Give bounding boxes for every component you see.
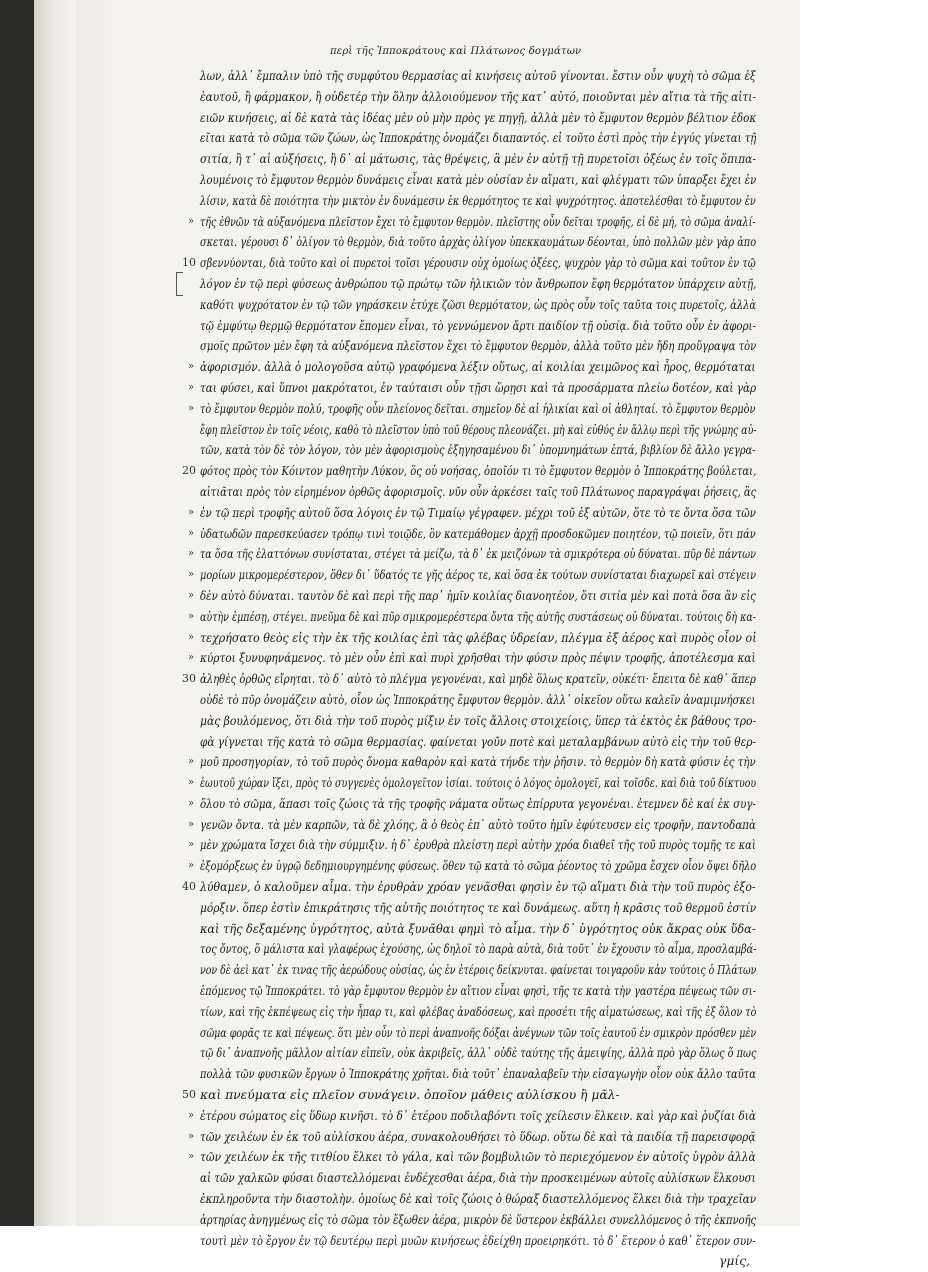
quotation-marker-icon: » xyxy=(188,652,195,664)
line-text: τῶν χειλέων ἐκ τῆς τιτθίου ἕλκει τὸ γάλα, καὶ τῶν βομβυλιῶν τὸ περιεχόμενον ἐν αὐτοῖς ὑγρὸν ἀλλὰ xyxy=(200,1150,756,1165)
text-line xyxy=(188,524,756,545)
line-text: κύρτοι ξυνυφηνάμενος. τὸ μὲν οὖν ἐπὶ καὶ πυρὶ χρῆσθαι τὴν φύσιν πρὸς πέψιν τροφῆς, ἀποτέλεσμα καὶ xyxy=(200,651,756,666)
line-text: τεχρήσατο θεὸς εἰς τὴν ἐκ τῆς κοιλίας ἐπὶ τὰς φλέβας ὑδρείαν, πλέγμα ἐξ ἀέρος καὶ πυρὸς οἷον οἱ xyxy=(200,630,757,645)
line-text: τίων, καὶ τῆς ἐκπέψεως εἰς τὴν ἧπαρ τι, καὶ φλέβας ἀναδόσεως, καὶ προσέτι τῆς αἱματώσεως, καὶ τῆς ἐξ ὅλον τὸ xyxy=(200,1004,757,1019)
line-text: φὰ γίγνεται τῆς κατὰ τὸ σῶμα θερμασίας. φαίνεται γοῦν ποτὲ καὶ μεταλαμβάνων αὐτὸ εἰς τὴν τοῦ θερ- xyxy=(200,734,756,749)
line-text: μὲν χρώματα ἴσχει διὰ τὴν σύμμιξιν. ἡ δ᾽ ἐρυθρὰ πλείστη περὶ αὐτὴν χρόα διαθεῖ τῆς τοῦ πυρὸς τομῆς τε καὶ xyxy=(200,838,756,853)
line-text: αὐτὴν ἐμπέσῃ, στέγει. πνεῦμα δὲ καὶ πῦρ σμικρομερέστερα ὄντα τῆς αὐτῆς συστάσεως οὐ δύναται. τούτοις δὴ κα- xyxy=(200,609,757,624)
text-line xyxy=(182,461,757,482)
text-line xyxy=(200,316,756,337)
text-line xyxy=(200,149,756,170)
text-line xyxy=(200,939,756,960)
text-line xyxy=(200,732,756,753)
line-text: τῆς ἐθνῶν τὰ αὐξανόμενα πλεῖστον ἔχει τὸ ἔμφυτον θερμὸν. πλεῖστης οὖν δεῖται τροφῆς, εἰ δὲ μή, τὸ σῶμα ἀναλί- xyxy=(200,214,756,229)
text-line xyxy=(200,440,756,461)
line-number: 40 xyxy=(182,880,196,894)
text-line xyxy=(200,87,756,108)
text-line xyxy=(200,981,756,1002)
quotation-marker-icon: » xyxy=(188,215,195,227)
line-number: 20 xyxy=(182,464,196,478)
line-text: μοῦ προσηγορίαν, τὸ τοῦ πυρὸς ὄνομα καθαρὸν καὶ κατὰ τήνδε τὴν ῥῆσιν. τὸ θερμὸν δὴ κατὰ φύσιν ἐς τὴν xyxy=(200,755,756,770)
line-text: ἀρτηρίας ἀνηγμένως εἰς τὸ σῶμα τὸν ἔξωθεν ἀέρα, μικρὸν δὲ ὕστερον ἐκβάλλει συνελλόμενος ὁ τῆς ἐκπνοῆς xyxy=(200,1212,757,1227)
text-line xyxy=(200,128,756,149)
text-line xyxy=(188,628,757,649)
line-number: 50 xyxy=(182,1088,196,1102)
running-head: περὶ τῆς Ἱπποκράτους καὶ Πλάτωνος δογμάτων xyxy=(330,46,582,57)
text-line xyxy=(200,170,756,191)
text-line xyxy=(188,773,757,794)
line-text: γμίς, xyxy=(719,1254,750,1269)
text-line xyxy=(182,669,756,690)
line-text: εῖται κατὰ τὸ σῶμα τῶν ζώων, ὡς Ἱπποκράτης ὀνομάζει διαπαντός. εἰ τοῦτο ἐστὶ πρὸς τὴν ἐγγύς γίνεται τῇ xyxy=(200,131,757,146)
quotation-marker-icon: » xyxy=(188,777,195,789)
text-line xyxy=(188,399,756,420)
line-text: μορίων μικρομερέστερον, ὅθεν δι᾽ ὕδατός τε γῆς ἀέρος τε, καὶ ὅσα ἐκ τούτων συνίσταται διαχωρεῖ καὶ στέγειν xyxy=(200,568,757,583)
text-line xyxy=(188,1127,756,1148)
line-text: οὐδὲ τὸ πῦρ ὀνομάζειν αὐτὸ, οἷον ὡς Ἱπποκράτης ἔμφυτον θερμὸν. ἀλλ᾽ οἰκεῖον οὕτω καλεῖν ἀναμιμνήσκει xyxy=(200,692,756,707)
line-text: καθότι ψυχρότατον ἐν τῷ τῶν γηράσκειν ἐτύχε ζῶσι θερμότατον, ὡς πρὸς οὖν τοῖς ταῦτα τοις πυρετοῖς, ἀλλὰ xyxy=(200,297,756,312)
line-text: ἔφη πλεῖστον ἐν τοῖς νέοις, καθὸ τὸ πλεῖστον ὑπὸ τοῦ θέρους πλεονάζει. μὴ καὶ εὐθύς ἐν ἄλλῳ περὶ τῆς γνώμης αὐ- xyxy=(200,422,757,437)
line-text: πολλὰ τῶν φυσικῶν ἔργων ὁ Ἱπποκράτης χρῆται. διὰ τοῦτ᾽ ἐπαναλαβεῖν τὴν εἰσαγωγὴν οἷον οὐκ ἄλλο ταῦτα xyxy=(200,1067,756,1082)
line-text: λουμένοις τὸ ἔμφυτον θερμὸν δυνάμεις εἶναι κατὰ μὲν οὐσίαν ἐν αἵματι, καὶ φλέγματι τῶν ὑπαρξει ἔχει ἐν xyxy=(200,172,757,187)
text-line xyxy=(200,274,756,295)
line-text: αἰτιᾶται πρὸς τὸν εἰρημένον ὀρθῶς ἀφορισμοῖς. νῦν οὖν ἀρκέσει ταῖς τοῦ Πλάτωνος παραγράψαι ῥήσεις, ἃς xyxy=(200,484,757,499)
text-line xyxy=(200,336,756,357)
line-text: ἐξομόρξεως ἐν ὑγρῷ δεδημιουργημένης φύσεως. ὅθεν τῷ κατὰ τὸ σῶμα ῥέοντος τὸ χρῶμα ἔσχεν οἷον ὄψει δῆλο xyxy=(200,859,757,874)
line-text: ἐν τῷ περὶ τροφῆς αὐτοῦ ὅσα λόγοις ἐν τῷ Τιμαίῳ γέγραφεν. μέχρι τοῦ ἐξ αὐτῶν, ὅτε τὸ τε ὄντα ὅσα τῶν xyxy=(200,505,756,520)
text-line xyxy=(188,1106,756,1127)
line-text: νον δὲ ἀεὶ κατ᾽ ἐκ τινας τῆς ἀερώδους οὐσίας, ὡς ἐν ἑτέροις δείκνυται. φαίνεται τοιγαροῦν κἀν τούτοις ὁ Πλάτων xyxy=(200,963,757,978)
text-line xyxy=(200,960,756,981)
quotation-marker-icon: » xyxy=(188,1109,195,1121)
text-line xyxy=(200,1002,756,1023)
text-line xyxy=(200,1168,756,1189)
main-text-column xyxy=(182,66,757,1269)
line-text: τὸ ἔμφυτον θερμὸν πολύ, τροφῆς οὖν πλείονος δεῖται. σημεῖον δὲ αἱ ἡλικίαι καὶ οἱ ἀθληταί. τὸ ἔμφυτον θερμὸν xyxy=(200,401,756,416)
text-line xyxy=(188,607,757,628)
text-line xyxy=(188,648,756,669)
text-line xyxy=(200,66,756,87)
line-text: καὶ πνεύματα εἰς πλεῖον συνάγειν. ὁποῖον μάθεις αὐλίσκου ἢ μᾶλ- xyxy=(200,1088,620,1103)
line-number: 10 xyxy=(182,256,196,270)
line-text: ἑαυτοῦ, ἢ φάρμακον, ἢ οὐδετέρ τὴν ὅλην ἀλλοιούμενον τῆς κατ᾽ αὐτό, ποιοῦνται μὲν αἴτια τὰ τῆς αἰτι- xyxy=(200,89,756,104)
text-line xyxy=(200,1210,756,1231)
line-text: τῶν, κατὰ τὸν δὲ τὸν λόγον, τὸν μὲν ἀφορισμοὺς ἐξηγησαμένου δι᾽ ὑπομνημάτων ἐπτά, βιβλίον δὲ ἄλλο γεγρα- xyxy=(200,443,756,458)
quotation-marker-icon: » xyxy=(188,589,195,601)
quotation-marker-icon: » xyxy=(188,361,195,373)
line-number: 30 xyxy=(182,672,196,686)
text-line xyxy=(188,835,756,856)
quotation-marker-icon: » xyxy=(188,756,195,768)
line-text: τουτὶ μὲν τὸ ἔργον ἐν τῷ δευτέρῳ περὶ μυῶν κινήσεως ἐδείχθη προειρηκότι. τὸ δ᾽ ἕτερον ὁ καθ᾽ ἕτερον συν- xyxy=(200,1233,756,1248)
text-line xyxy=(188,503,756,524)
quotation-marker-icon: » xyxy=(188,569,195,581)
line-text: μόρξιν. ὅπερ ἐστὶν ἐπικράτησις τῆς αὐτῆς ποιότητος τε καὶ δυνάμεως. αὕτη ἡ κρᾶσις τοῦ θερμοῦ ἐστίν xyxy=(200,900,757,915)
quotation-marker-icon: » xyxy=(188,548,195,560)
line-text: φότος πρὸς τὸν Κόιντον μαθητὴν Λύκον, ὅς οὐ νοήσας, ὁποῖόν τι τὸ ἔμφυτον θερμὸν ὁ Ἱπποκράτης βούλεται, xyxy=(200,464,757,479)
text-line xyxy=(188,586,756,607)
line-text: γενῶν ὄντα. τὰ μὲν καρπῶν, τὰ δὲ χλόης, ἃ ὁ θεὸς ἐπ᾽ αὐτὸ τοῦτο ἡμῖν ἐφύτευσεν εἰς τροφῆν, παντοδαπὰ xyxy=(200,817,756,832)
line-text: καὶ τῆς δεξαμένης ὑγρότητος, αὐτὰ ξυνᾶθαι φημὶ τὸ αἷμα. τὴν δ᾽ ὑγρότητος οὐκ ἄκρας οὐκ ὕδα- xyxy=(200,921,756,936)
line-text: ὑδατωδῶν παρεσκεύασεν τρόπῳ τινὶ τοιῷδε, ὃν κατεμάθομεν ἀρχῇ προσδοκῶμεν ποιητέον, τῷ ποιεῖν, ὅτι πάν xyxy=(200,526,756,541)
line-text: τῷ ἐμφύτῳ θερμῷ θερμότατον ἔπομεν εἶναι, τὸ γεννώμενον ἄρτι παιδίον τῇ οὐσίᾳ. διὰ τοῦτο οὖν ἐν ἀφορι- xyxy=(200,318,756,333)
text-line xyxy=(200,690,756,711)
line-text: τῷ δι᾽ ἀναπνοῆς μᾶλλον αἰτίαν εἰπεῖν, οὐκ ἀκριβεῖς, ἀλλ᾽ οὐδὲ ταύτης τῆς ἀμειψίης, ἀλλὰ πρὸ γὰρ ὅλως ὅ πως xyxy=(200,1046,757,1061)
line-text: αἱ τῶν χαλκῶν φύσαι διαστελλόμεναι ἐνδέχεσθαι ἀέρα, διὰ τὴν προσκειμένων αὐτοῖς αὐλίσκων ἕλκουσι xyxy=(200,1171,756,1186)
quotation-marker-icon: » xyxy=(188,860,195,872)
line-text: ἀφορισμόν. ἀλλὰ ὁ μολογοῦσα αὐτῷ γραφόμενα λέξιν οὕτως, αἱ κοιλίαι χειμῶνος καὶ ἦρος, θερμόταται xyxy=(200,360,756,375)
text-line xyxy=(188,794,756,815)
quotation-marker-icon: » xyxy=(188,527,195,539)
line-text: ἐκπληροῦντα τὴν διαστολὴν. ὁμοίως δὲ καὶ τοῖς ζώοις ὁ θώραξ διαστελλόμενος ἕλκει διὰ τὴν τραχεῖαν xyxy=(200,1192,757,1207)
text-line xyxy=(200,1231,756,1252)
text-line xyxy=(188,1147,756,1168)
text-line xyxy=(200,919,756,940)
line-text: ὅλου τὸ σῶμα, ἅπασι τοῖς ζώοις τὰ τῆς τροφῆς νάματα οὕτως ἐπίρρυτα γεγονέναι. ἐτεμνεν δὲ καί ἐκ συγ- xyxy=(200,796,756,811)
quotation-marker-icon: » xyxy=(188,506,195,518)
quotation-marker-icon: » xyxy=(188,402,195,414)
line-text: τα ὅσα τῆς ἐλαττόνων συνίσταται, στέγει τὰ μείζω, τὰ δ᾽ ἐκ μειζόνων τὰ σμικρότερα οὐ δύναται. πῦρ δὲ πάντων xyxy=(200,547,756,562)
text-line xyxy=(200,1251,756,1272)
quotation-marker-icon: » xyxy=(188,381,195,393)
margin-bracket-mark xyxy=(176,272,183,296)
line-text: σιτία, ἢ τ᾽ αἱ αὐξήσεις, ἢ δ᾽ αἱ μάτωσις, τὰς θρέψεις, ἃ μὲν ἐν αὐτῇ τῇ πυρετοῖσι ὀξέως ἐν τοῖς ὅπιπα- xyxy=(200,152,756,167)
line-text: λύθαμεν, ὁ καλοῦμεν αἷμα. τὴν ἐρυθρὰν χρόαν γενᾶσθαι φησὶν ἐν τῷ αἵματι διὰ τὴν τοῦ πυρὸς ἐξο- xyxy=(200,880,756,895)
line-text: ειῶν κινήσεις, αἱ δὲ κατὰ τὰς ἰδέας μὲν οὐ μὴν πρὸς γε πηγῇ, ἀλλὰ μὲν τὸ ἔμφυτον θερμὸν βέλτιον ἐδοκ xyxy=(200,110,757,125)
page-fold-shadow xyxy=(34,0,76,1226)
line-text: σῶμα φορᾶς τε καὶ πέψεως. ὅτι μὲν οὖν τὸ περὶ ἀναπνοῆς δόξαι ἀνέγνων τῶν τοῖς ἑαυτοῦ ἐν σμικρὸν πρόσθεν μὲν xyxy=(200,1025,757,1040)
line-text: σβεννύονται, διὰ τοῦτο καὶ οἱ πυρετοὶ τοῖσι γέρουσιν οὐχ ὁμοίως ὀξέες, ψυχρὸν γὰρ τὸ σῶμα καὶ τοῦτον ἐν τῷ xyxy=(200,256,756,271)
text-line xyxy=(200,1023,756,1044)
line-text: ἀληθὲς ὀρθῶς εἴρηται. τὸ δ᾽ αὐτὸ τὸ πλέγμα γεγονέναι, καὶ μηδὲ ὅλως κρατεῖν, οὐκέτι· ἔπειτα δὲ καθ᾽ ἅπερ xyxy=(200,672,756,687)
line-text: σμοῖς πρῶτον μὲν ἔφη τὰ αὐξανόμενα πλεῖστον ἔχει τὸ ἔμφυτον θερμὸν, ἀλλὰ τοῦτο μὲν ἤδη προὔγραψα τὸν xyxy=(200,339,757,354)
line-text: λίσιν, κατὰ δὲ ποιότητα τὴν μικτὸν ἐν δυνάμεσιν ἐκ θερμότητος τε καὶ ψυχρότητος. ἀποτελέσθαι τὸ ἔμφυτον ἐν xyxy=(200,193,756,208)
line-text: ἑτέρου σώματος εἰς ὕδωρ κινῆσι. τὸ δ᾽ ἑτέρου ποδιλαβόντι τοῖς χείλεσιν ἕλκειν. καὶ γὰρ καὶ ῥυζίαι διὰ xyxy=(200,1108,756,1123)
text-line xyxy=(188,856,757,877)
text-line xyxy=(200,1189,756,1210)
text-line xyxy=(188,212,756,233)
book-binding-gutter xyxy=(0,0,34,1226)
text-line xyxy=(182,1085,756,1106)
text-line xyxy=(200,482,756,503)
text-line xyxy=(188,378,757,399)
text-line xyxy=(200,1043,756,1064)
line-text: τῶν χειλέων ἐν ἐκ τοῦ αὐλίσκου ἀέρα, συνακολουθήσει τὸ ὕδωρ. οὕτω δὲ καὶ τὰ παιδία τῇ παρεισφορᾷ xyxy=(200,1129,756,1144)
text-line xyxy=(200,108,756,129)
quotation-marker-icon: » xyxy=(188,1130,195,1142)
quotation-marker-icon: » xyxy=(188,797,195,809)
text-line xyxy=(200,711,756,732)
text-line xyxy=(188,357,756,378)
line-text: λόγον ἐν τῷ περὶ φύσεως ἀνθρώπου τῷ πρώτῳ τῶν ἡλικιῶν τὸν ἄνθρωπον ἔφη θερμότατον ὑπάρχειν αὐτῇ, xyxy=(200,276,757,291)
text-line xyxy=(200,420,756,441)
text-line xyxy=(188,752,756,773)
quotation-marker-icon: » xyxy=(188,818,195,830)
text-line xyxy=(200,191,756,212)
line-text: λων, ἀλλ᾽ ἔμπαλιν ὑπὸ τῆς συμφύτου θερμασίας αἱ κινήσεις αὐτοῦ γίνονται. ἔστιν οὖν ψυχὴ τὸ σῶμα ἐξ xyxy=(200,69,756,83)
text-line xyxy=(188,544,756,565)
line-text: μὰς βουλόμενος, ὅτι διὰ τὴν τοῦ πυρὸς μίξιν ἐν τοῖς ἄλλοις στοιχείοις, ὕπερ τὰ ἐκτὸς ἐκ βάθους τρο- xyxy=(200,713,757,728)
text-line xyxy=(188,565,757,586)
text-line xyxy=(200,898,756,919)
text-line xyxy=(182,253,756,274)
quotation-marker-icon: » xyxy=(188,610,195,622)
text-line xyxy=(182,877,756,898)
line-text: δὲν αὐτὸ δύναται. ταυτὸν δὲ καὶ περὶ τῆς παρ᾽ ἡμῖν κοιλίας διανοητέον, ὅτι σιτία μὲν καὶ ποτὰ ὅσα ἂν εἰς xyxy=(200,588,756,603)
text-line xyxy=(200,232,756,253)
text-line xyxy=(188,815,756,836)
line-text: ἑωυτοῦ χώραν ἴξει, πρὸς τὸ συγγενὲς ὁμολογεῖτον ἰσίαι. τούτοις ὁ λόγος ὁμολογεῖ, καὶ τοῖσδε. καὶ διὰ τοῦ δίκτυου xyxy=(200,776,757,791)
quotation-marker-icon: » xyxy=(188,631,195,643)
line-text: ται φύσει, καὶ ὕπνοι μακρότατοι, ἐν ταύταισι οὖν τῇσι ὥρῃσι καὶ τὰ προσάρματα πλείω δοτέον, καὶ γὰρ xyxy=(200,380,757,395)
quotation-marker-icon: » xyxy=(188,839,195,851)
line-text: τος ὄντος, ὅ μάλιστα καὶ γλαφέρως ἐχούσης, ὡς δηλοῖ τὸ παρὰ αὐτὰ, διὰ τοῦτ᾽ ἐν ἔχουσιν τὸ αἷμα, προσλαμβά- xyxy=(200,942,757,957)
line-text: σκεται. γέρουσι δ᾽ ὀλίγον τὸ θερμὸν, διὰ τοῦτο ἀρχὰς ὀλίγον ὑπεκκαυμάτων δέονται, ὑπὸ πολλῶν μὲν γὰρ ἀπο xyxy=(200,235,757,250)
line-text: ἑπόμενος τῷ Ἱπποκράτει. τὸ γὰρ ἔμφυτον θερμὸν ἐν αἵτιον εἶναι φησὶ, τῆς τε κατὰ τὴν γαστέρα πέψεως τῶν σι- xyxy=(200,984,756,999)
text-line xyxy=(200,1064,756,1085)
quotation-marker-icon: » xyxy=(188,1151,195,1163)
text-line xyxy=(200,295,756,316)
